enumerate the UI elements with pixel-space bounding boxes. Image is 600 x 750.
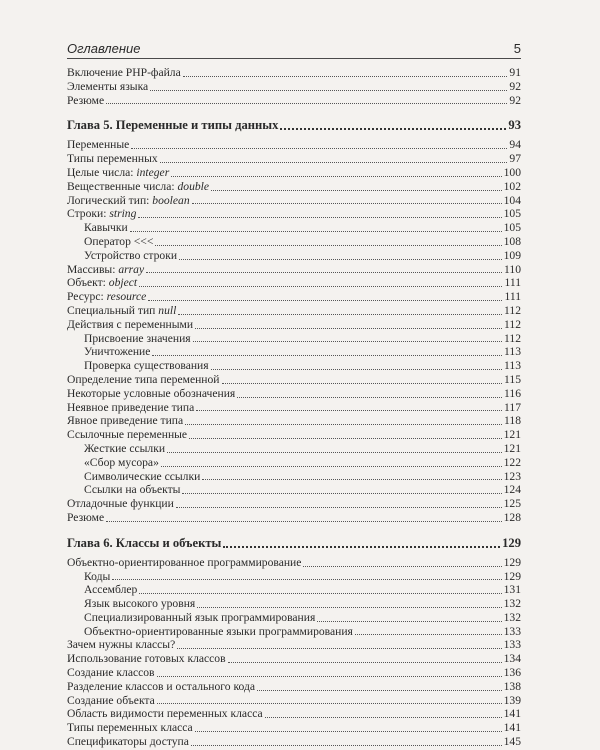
toc-section-entry[interactable]	[67, 721, 521, 735]
toc-page-number: 129	[503, 569, 521, 583]
toc-entry-title: Переменные	[67, 138, 130, 152]
toc-subsection-entry[interactable]	[67, 442, 521, 456]
running-title: Оглавление	[67, 41, 141, 56]
toc-entry-title: Объект: object	[67, 276, 138, 290]
toc-section-entry[interactable]	[67, 138, 521, 152]
toc-section-entry[interactable]	[67, 66, 521, 80]
running-header	[67, 38, 521, 59]
toc-entry-title: Логический тип: boolean	[67, 193, 190, 207]
toc-entry-title: Разделение классов и остального кода	[67, 679, 255, 693]
toc-page-number: 105	[503, 207, 521, 221]
toc-entry-title: Область видимости переменных класса	[67, 707, 263, 721]
toc-page-number: 138	[503, 679, 521, 693]
dot-leader	[317, 621, 501, 622]
toc-entry-title: Ссылки на объекты	[84, 483, 181, 497]
toc-entry-title: «Сбор мусора»	[84, 455, 159, 469]
toc-entry-title: Символические ссылки	[84, 469, 201, 483]
toc-section-entry[interactable]	[67, 318, 521, 332]
toc-section-entry[interactable]	[67, 735, 521, 749]
toc-page-number: 129	[503, 555, 521, 569]
toc-entry-title: Некоторые условные обозначения	[67, 386, 236, 400]
toc-subsection-entry[interactable]	[67, 583, 521, 597]
toc-page-number: 141	[503, 721, 521, 735]
toc-entry-title: Создание классов	[67, 666, 155, 680]
dot-leader	[355, 634, 502, 635]
toc-page-number: 118	[504, 414, 521, 428]
dot-leader	[106, 521, 501, 522]
toc-entry-title: Действия с переменными	[67, 317, 194, 331]
toc-page-number: 112	[504, 303, 521, 317]
toc-chapter-entry[interactable]	[67, 535, 521, 551]
toc-entry-title: Глава 6. Классы и объекты	[67, 535, 222, 550]
toc-chapter-entry[interactable]	[67, 117, 521, 133]
toc-page-number: 121	[503, 428, 521, 442]
toc-entry-title: Присвоение значения	[84, 331, 191, 345]
toc-section-entry[interactable]	[67, 497, 521, 511]
toc-section-entry[interactable]	[67, 152, 521, 166]
dot-leader	[146, 272, 502, 273]
toc-subsection-entry[interactable]	[67, 597, 521, 611]
toc-entry-title: Объектно-ориентированное программирование	[67, 555, 302, 569]
toc-section-entry[interactable]	[67, 428, 521, 442]
toc-entry-title: Создание объекта	[67, 693, 155, 707]
toc-entry-title: Резюме	[67, 510, 105, 524]
dot-leader	[195, 731, 502, 732]
toc-section-entry[interactable]	[67, 694, 521, 708]
toc-page-number: 104	[503, 193, 521, 207]
dot-leader	[138, 217, 501, 218]
dot-leader	[171, 176, 501, 177]
toc-subsection-entry[interactable]	[67, 570, 521, 584]
toc-page-number: 108	[503, 234, 521, 248]
toc-entry-title: Язык высокого уровня	[84, 597, 196, 611]
toc-section-entry[interactable]	[67, 94, 521, 108]
toc-page-number: 91	[509, 66, 521, 79]
dot-leader	[303, 566, 501, 567]
toc-page-number: 134	[503, 652, 521, 666]
dot-leader	[176, 507, 502, 508]
toc-section-entry[interactable]	[67, 387, 521, 401]
dot-leader	[189, 438, 502, 439]
toc-page-number: 92	[509, 79, 521, 93]
toc-page-number: 124	[503, 483, 521, 497]
dot-leader	[178, 314, 502, 315]
toc-page-number: 113	[504, 359, 521, 373]
toc-page-number: 128	[503, 510, 521, 524]
toc-entry-title: Специализированный язык программирования	[84, 610, 316, 624]
toc-section-entry[interactable]	[67, 304, 521, 318]
toc-page-number: 105	[503, 221, 521, 235]
toc-page-number: 141	[503, 707, 521, 721]
toc-page-number: 121	[503, 441, 521, 455]
toc-entry-title: Массивы: array	[67, 262, 145, 276]
toc-page-number: 125	[503, 497, 521, 511]
toc-section-entry[interactable]	[67, 666, 521, 680]
toc-entry-title: Объектно-ориентированные языки программирования	[84, 624, 353, 638]
dot-leader	[161, 466, 502, 467]
toc-entry-title: Ссылочные переменные	[67, 428, 188, 442]
dot-leader	[160, 162, 508, 163]
dot-leader	[195, 328, 502, 329]
toc-page-number: 94	[509, 138, 521, 152]
toc-page-number: 113	[504, 345, 521, 359]
dot-leader	[237, 397, 502, 398]
toc-entry-title: Коды	[84, 569, 111, 583]
toc-subsection-entry[interactable]	[67, 235, 521, 249]
toc-page-number: 133	[503, 638, 521, 652]
toc-section-entry[interactable]	[67, 180, 521, 194]
toc-section-entry[interactable]	[67, 707, 521, 721]
toc-section-entry[interactable]	[67, 414, 521, 428]
dot-leader	[139, 286, 502, 287]
toc-page-number: 132	[503, 597, 521, 611]
toc-section-entry[interactable]	[67, 166, 521, 180]
toc-page-number: 132	[503, 610, 521, 624]
dot-leader	[112, 579, 501, 580]
toc-entry-title: Устройство строки	[84, 248, 178, 262]
dot-leader	[157, 703, 502, 704]
toc-entry-title: Уничтожение	[84, 345, 151, 359]
dot-leader	[223, 546, 500, 548]
toc-section-entry[interactable]	[67, 680, 521, 694]
toc-page-number: 100	[503, 165, 521, 179]
toc-page-number: 115	[504, 372, 521, 386]
dot-leader	[211, 369, 502, 370]
toc-subsection-entry[interactable]	[67, 332, 521, 346]
dot-leader	[192, 203, 502, 204]
dot-leader	[139, 593, 501, 594]
dot-leader	[131, 148, 507, 149]
toc-page-number: 112	[504, 331, 521, 345]
toc-page-number: 110	[504, 262, 521, 276]
toc-entry-title: Глава 5. Переменные и типы данных	[67, 118, 279, 133]
toc-page-number: 139	[503, 693, 521, 707]
toc-entry-title: Включение PHP-файла	[67, 66, 181, 79]
toc-section-entry[interactable]	[67, 511, 521, 525]
toc-entry-title: Типы переменных	[67, 152, 158, 166]
toc-entry-title: Определение типа переменной	[67, 372, 220, 386]
toc-entry-title: Жесткие ссылки	[84, 441, 166, 455]
toc-entry-title: Резюме	[67, 93, 105, 107]
dot-leader	[197, 607, 501, 608]
toc-subsection-entry[interactable]	[67, 483, 521, 497]
toc-page-number: 111	[504, 290, 521, 304]
toc-page-number: 116	[504, 386, 521, 400]
toc-page-number: 129	[502, 535, 521, 550]
dot-leader	[193, 341, 502, 342]
dot-leader	[167, 452, 502, 453]
dot-leader	[257, 690, 502, 691]
dot-leader	[152, 355, 502, 356]
toc-section-entry[interactable]	[67, 194, 521, 208]
dot-leader	[155, 245, 501, 246]
toc-page-number: 122	[503, 455, 521, 469]
toc-subsection-entry[interactable]	[67, 625, 521, 639]
toc-entry-title: Проверка существования	[84, 359, 209, 373]
toc-entry-title: Целые числа: integer	[67, 165, 170, 179]
dot-leader	[179, 259, 502, 260]
dot-leader	[177, 648, 501, 649]
toc-page-number: 102	[503, 179, 521, 193]
toc-section-entry[interactable]	[67, 207, 521, 221]
toc-entry-title: Специальный тип null	[67, 303, 177, 317]
dot-leader	[130, 231, 502, 232]
dot-leader	[280, 128, 506, 130]
toc-entry-title: Типы переменных класса	[67, 721, 193, 735]
toc-page-number: 117	[504, 400, 521, 414]
toc-subsection-entry[interactable]	[67, 345, 521, 359]
toc-page-number: 97	[509, 152, 521, 166]
toc-entry-title: Зачем нужны классы?	[67, 638, 176, 652]
dot-leader	[222, 383, 503, 384]
dot-leader	[150, 90, 507, 91]
dot-leader	[157, 676, 502, 677]
dot-leader	[211, 190, 502, 191]
toc-entry-title: Ассемблер	[84, 583, 138, 597]
toc-section-entry[interactable]	[67, 373, 521, 387]
toc-entry-title: Неявное приведение типа	[67, 400, 195, 414]
toc-subsection-entry[interactable]	[67, 221, 521, 235]
toc-section-entry[interactable]	[67, 80, 521, 94]
toc-section-entry[interactable]	[67, 401, 521, 415]
toc-page-number: 145	[503, 735, 521, 749]
toc-page-number: 123	[503, 469, 521, 483]
toc-subsection-entry[interactable]	[67, 456, 521, 470]
toc-section-entry[interactable]	[67, 290, 521, 304]
dot-leader	[106, 103, 507, 104]
toc-section-entry[interactable]	[67, 638, 521, 652]
toc-page-number: 93	[508, 118, 521, 133]
toc-subsection-entry[interactable]	[67, 359, 521, 373]
toc-entry-title: Элементы языка	[67, 79, 149, 93]
toc-page-number: 111	[504, 276, 521, 290]
toc-entry-title: Кавычки	[84, 221, 128, 235]
toc-page-number: 131	[503, 583, 521, 597]
dot-leader	[185, 424, 502, 425]
dot-leader	[183, 76, 508, 77]
dot-leader	[196, 410, 502, 411]
toc-entry-title: Строки: string	[67, 207, 137, 221]
toc-page-number: 92	[509, 93, 521, 107]
dot-leader	[202, 479, 501, 480]
toc-entry-title: Оператор <<<	[84, 234, 154, 248]
dot-leader	[265, 717, 502, 718]
toc-section-entry[interactable]	[67, 276, 521, 290]
toc-entry-title: Ресурс: resource	[67, 290, 147, 304]
toc-page-number: 133	[503, 624, 521, 638]
toc-entry-title: Использование готовых классов	[67, 652, 226, 666]
toc-section-entry[interactable]	[67, 652, 521, 666]
toc-entry-title: Спецификаторы доступа	[67, 735, 189, 749]
folio-page-number: 5	[513, 41, 521, 56]
toc-subsection-entry[interactable]	[67, 249, 521, 263]
toc-subsection-entry[interactable]	[67, 611, 521, 625]
dot-leader	[228, 662, 502, 663]
dot-leader	[148, 300, 502, 301]
toc-section-entry[interactable]	[67, 263, 521, 277]
toc-entry-title: Вещественные числа: double	[67, 179, 210, 193]
dot-leader	[191, 745, 502, 746]
toc-page-number: 112	[504, 317, 521, 331]
toc-page-number: 109	[503, 248, 521, 262]
toc-page-number: 136	[503, 666, 521, 680]
toc-subsection-entry[interactable]	[67, 470, 521, 484]
dot-leader	[182, 493, 501, 494]
toc-section-entry[interactable]	[67, 556, 521, 570]
toc-entry-title: Явное приведение типа	[67, 414, 184, 428]
table-of-contents	[67, 66, 521, 749]
toc-entry-title: Отладочные функции	[67, 497, 174, 511]
